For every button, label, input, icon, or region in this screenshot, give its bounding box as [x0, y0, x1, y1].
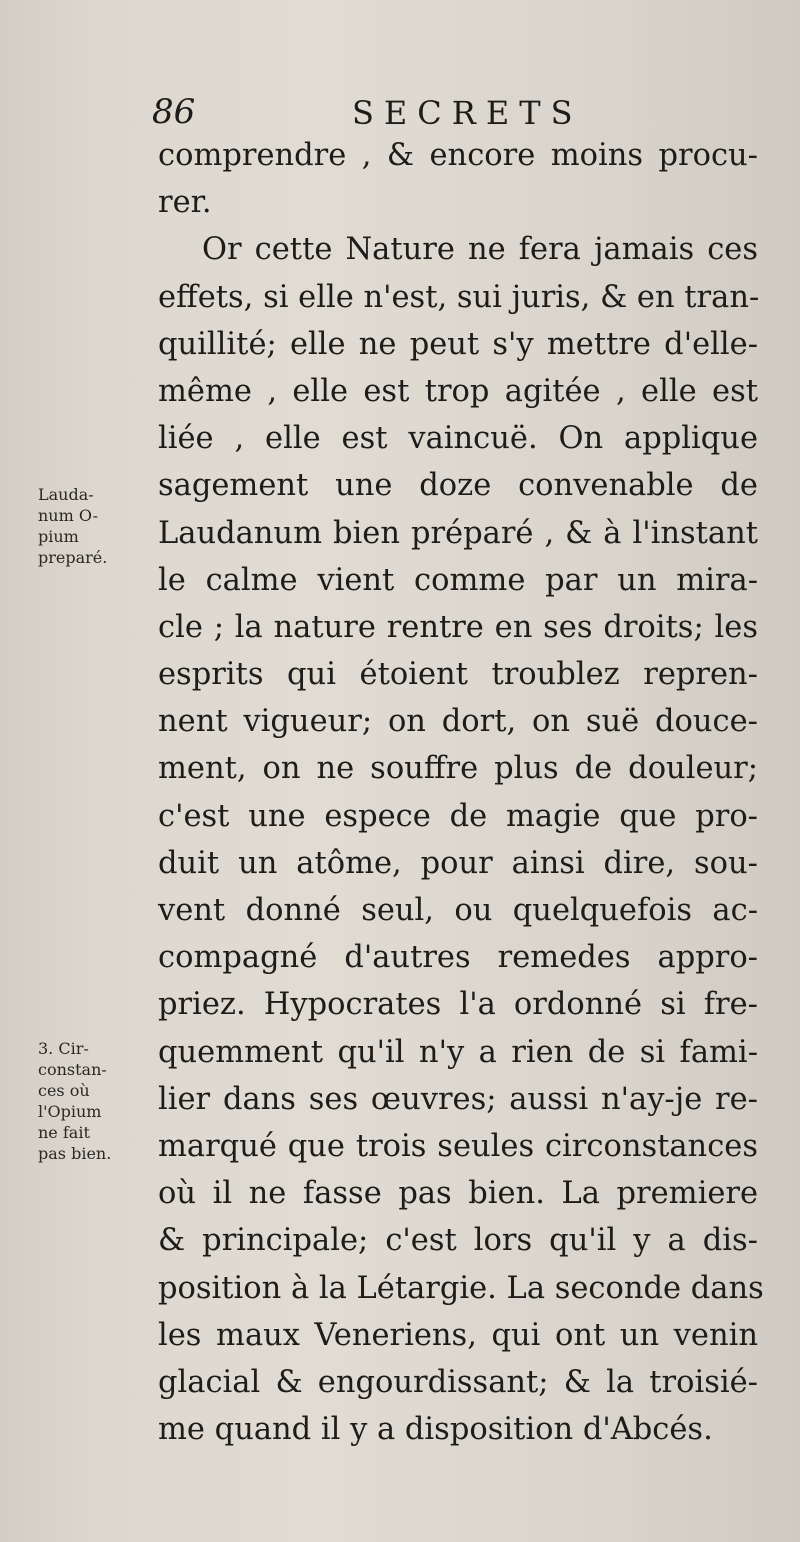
text-line: nent vigueur; on dort, on suë douce- [158, 704, 758, 740]
text-line: Laudanum bien préparé , & à l'instant [158, 515, 758, 551]
margin-note-line: constan- [38, 1060, 107, 1079]
text-line: ment, on ne souffre plus de douleur; [158, 751, 758, 787]
text-line: vent donné seul, ou quelquefois ac- [158, 893, 758, 928]
text-line: glacial & engourdissant; & la troisié- [158, 1364, 758, 1400]
running-head: SECRETS [352, 94, 583, 132]
margin-note-circonstances [38, 1038, 150, 1164]
text-line: compagné d'autres remedes appro- [158, 940, 758, 976]
text-line: sagement une doze convenable de [158, 468, 758, 504]
text-line: & principale; c'est lors qu'il y a dis- [158, 1223, 758, 1259]
text-line: lier dans ses œuvres; aussi n'ay-je re- [158, 1081, 758, 1117]
margin-note-line: 3. Cir- [38, 1039, 89, 1058]
margin-note-line: pium [38, 527, 79, 546]
text-line: même , elle est trop agitée , elle est [158, 373, 758, 409]
margin-note-line: ne fait [38, 1123, 90, 1142]
text-line: quemment qu'il n'y a rien de si fami- [158, 1034, 758, 1070]
text-line: esprits qui étoient troublez repren- [158, 657, 758, 693]
text-line: cle ; la nature rentre en ses droits; les [158, 609, 758, 645]
text-line: duit un atôme, pour ainsi dire, sou- [158, 845, 758, 881]
show-through-text [20, 330, 160, 390]
main-text [158, 132, 764, 1453]
text-line: position à la Létargie. La seconde dans [158, 1270, 764, 1306]
margin-note-laudanum [38, 484, 150, 568]
text-line: liée , elle est vaincuë. On applique [158, 421, 758, 457]
margin-note-line: Lauda- [38, 485, 94, 504]
text-line: effets, si elle n'est, sui juris, & en tran- [158, 279, 760, 315]
text-line: comprendre , & encore moins procu- [158, 138, 758, 173]
text-line: où il ne fasse pas bien. La premiere [158, 1176, 758, 1212]
text-line: rer. [158, 185, 212, 221]
margin-note-line: l'Opium [38, 1102, 102, 1121]
text-line: priez. Hypocrates l'a ordonné si fre- [158, 987, 758, 1023]
text-line: c'est une espece de magie que pro- [158, 798, 758, 834]
page-number: 86 [152, 92, 196, 132]
text-line: me quand il y a disposition d'Abcés. [158, 1412, 713, 1448]
margin-note-line: pas bien. [38, 1144, 112, 1163]
margin-note-line: preparé. [38, 548, 108, 567]
text-line: les maux Veneriens, qui ont un venin [158, 1317, 758, 1353]
margin-note-line: num O- [38, 506, 98, 525]
text-line: quillité; elle ne peut s'y mettre d'elle- [158, 326, 758, 362]
text-line: le calme vient comme par un mira- [158, 562, 758, 598]
page-header [152, 92, 612, 136]
text-line: Or cette Nature ne fera jamais ces [202, 232, 758, 268]
margin-note-line: ces où [38, 1081, 90, 1100]
text-line: marqué que trois seules circonstances [158, 1128, 758, 1164]
